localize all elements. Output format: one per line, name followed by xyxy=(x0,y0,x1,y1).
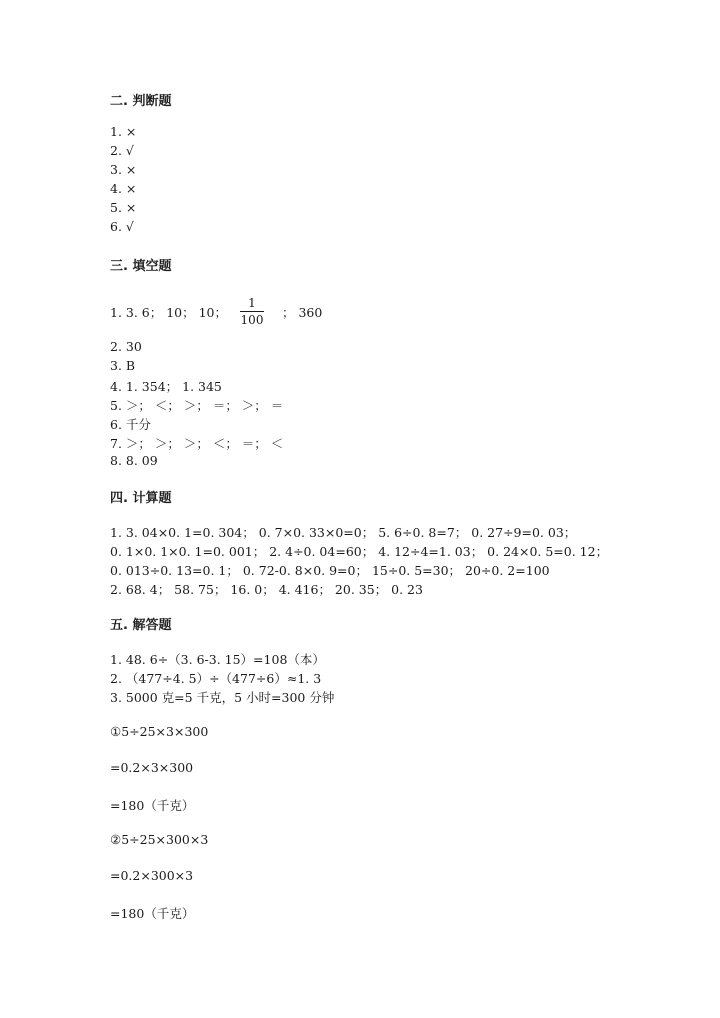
fill-answer-4: 4. 1. 354； 1. 345 xyxy=(110,379,222,394)
judge-answer-3: 3. × xyxy=(110,162,137,177)
judge-answer-5: 5. × xyxy=(110,200,137,215)
solve-step-1: ①5÷25×3×300 xyxy=(110,724,209,739)
solve-line-3: 3. 5000 克=5 千克，5 小时=300 分钟 xyxy=(110,690,335,705)
section-title-fill: 三. 填空题 xyxy=(110,259,172,274)
solve-step-3: =180（千克） xyxy=(110,798,195,813)
judge-answer-1: 1. × xyxy=(110,124,137,139)
section-title-calc: 四. 计算题 xyxy=(110,491,172,506)
solve-step-6: =180（千克） xyxy=(110,906,195,921)
fill-answer-8: 8. 8. 09 xyxy=(110,453,158,468)
fill-answer-1-right: ； 360 xyxy=(282,305,323,320)
section-title-judge: 二. 判断题 xyxy=(110,94,172,109)
section-title-solve: 五. 解答题 xyxy=(110,618,172,633)
fill-answer-3: 3. B xyxy=(110,358,136,373)
fill-answer-1-left: 1. 3. 6； 10； 10； xyxy=(110,305,228,320)
fill-answer-5: 5. ＞； ＜； ＞； ＝； ＞； ＝ xyxy=(110,398,284,413)
solve-step-2: =0.2×3×300 xyxy=(110,760,194,775)
solve-step-5: =0.2×300×3 xyxy=(110,868,194,883)
fill-answer-2: 2. 30 xyxy=(110,339,142,354)
solve-line-1: 1. 48. 6÷（3. 6-3. 15）=108（本） xyxy=(110,652,325,667)
fill-answer-7: 7. ＞； ＞； ＞； ＜； ＝； ＜ xyxy=(110,436,284,451)
solve-step-4: ②5÷25×300×3 xyxy=(110,832,209,847)
calc-line-4: 2. 68. 4； 58. 75； 16. 0； 4. 416； 20. 35； 0. 23 xyxy=(110,582,423,597)
judge-answer-4: 4. × xyxy=(110,181,137,196)
fraction-denominator: 100 xyxy=(240,313,264,327)
calc-line-1: 1. 3. 04×0. 1=0. 304； 0. 7×0. 33×0=0； 5. 6÷0. 8=7； 0. 27÷9=0. 03； xyxy=(110,525,577,540)
fraction xyxy=(240,296,264,327)
judge-answer-2: 2. √ xyxy=(110,143,134,158)
calc-line-2: 0. 1×0. 1×0. 1=0. 001； 2. 4÷0. 04=60； 4. 12÷4=1. 03； 0. 24×0. 5=0. 12； xyxy=(110,544,609,559)
judge-answer-6: 6. √ xyxy=(110,219,134,234)
solve-line-2: 2. （477÷4. 5）÷（477÷6）≈1. 3 xyxy=(110,671,322,686)
fraction-numerator: 1 xyxy=(248,296,256,310)
calc-line-3: 0. 013÷0. 13=0. 1； 0. 72-0. 8×0. 9=0； 15÷0. 5=30； 20÷0. 2=100 xyxy=(110,563,550,578)
fraction-bar xyxy=(240,311,264,312)
fill-answer-6: 6. 千分 xyxy=(110,417,151,432)
